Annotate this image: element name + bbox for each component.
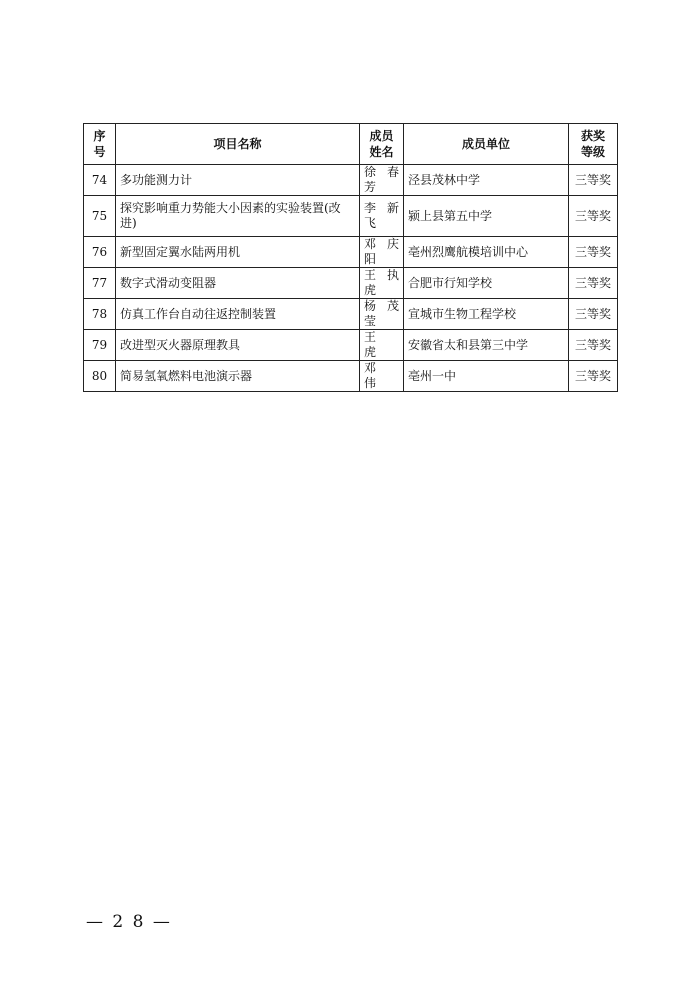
row-project: 仿真工作台自动往返控制装置 — [116, 299, 360, 330]
row-index: 77 — [84, 268, 116, 299]
row-project: 简易氢氧燃料电池演示器 — [116, 361, 360, 392]
row-award: 三等奖 — [569, 196, 618, 237]
header-member-line2: 姓名 — [369, 145, 394, 159]
row-unit: 安徽省太和县第三中学 — [404, 330, 569, 361]
row-member: 王执虎 — [360, 268, 404, 299]
table-row — [84, 165, 618, 196]
row-award: 三等奖 — [569, 330, 618, 361]
row-project: 新型固定翼水陆两用机 — [116, 237, 360, 268]
row-index: 78 — [84, 299, 116, 330]
header-unit: 成员单位 — [404, 124, 569, 165]
row-member: 徐春芳 — [360, 165, 404, 196]
header-index: 序号 — [84, 124, 116, 165]
row-unit: 亳州一中 — [404, 361, 569, 392]
row-unit: 泾县茂林中学 — [404, 165, 569, 196]
row-award: 三等奖 — [569, 165, 618, 196]
row-index: 74 — [84, 165, 116, 196]
header-project: 项目名称 — [116, 124, 360, 165]
row-unit: 颍上县第五中学 — [404, 196, 569, 237]
table-row — [84, 330, 618, 361]
header-award — [569, 124, 618, 165]
row-member: 邓庆阳 — [360, 237, 404, 268]
table-row — [84, 299, 618, 330]
row-project: 探究影响重力势能大小因素的实验装置(改进) — [116, 196, 360, 237]
row-project: 数字式滑动变阻器 — [116, 268, 360, 299]
table-header-row — [84, 124, 618, 165]
row-unit: 亳州烈鹰航模培训中心 — [404, 237, 569, 268]
row-award: 三等奖 — [569, 361, 618, 392]
header-member — [360, 124, 404, 165]
row-award: 三等奖 — [569, 237, 618, 268]
row-index: 79 — [84, 330, 116, 361]
table-row — [84, 361, 618, 392]
row-project: 多功能测力计 — [116, 165, 360, 196]
row-award: 三等奖 — [569, 268, 618, 299]
row-project: 改进型灭火器原理教具 — [116, 330, 360, 361]
row-member: 李新飞 — [360, 196, 404, 237]
header-award-line2: 等级 — [580, 145, 605, 159]
table-row — [84, 196, 618, 237]
row-unit: 宣城市生物工程学校 — [404, 299, 569, 330]
row-member: 邓 伟 — [360, 361, 404, 392]
table-row — [84, 268, 618, 299]
row-index: 76 — [84, 237, 116, 268]
row-unit: 合肥市行知学校 — [404, 268, 569, 299]
row-member: 杨茂莹 — [360, 299, 404, 330]
header-member-line1: 成员 — [369, 129, 394, 143]
row-award: 三等奖 — [569, 299, 618, 330]
row-member: 王 虎 — [360, 330, 404, 361]
header-award-line1: 获奖 — [580, 129, 605, 143]
table-row — [84, 237, 618, 268]
awards-table — [83, 123, 618, 392]
row-index: 80 — [84, 361, 116, 392]
page-number: — 2 8 — — [86, 912, 172, 932]
row-index: 75 — [84, 196, 116, 237]
